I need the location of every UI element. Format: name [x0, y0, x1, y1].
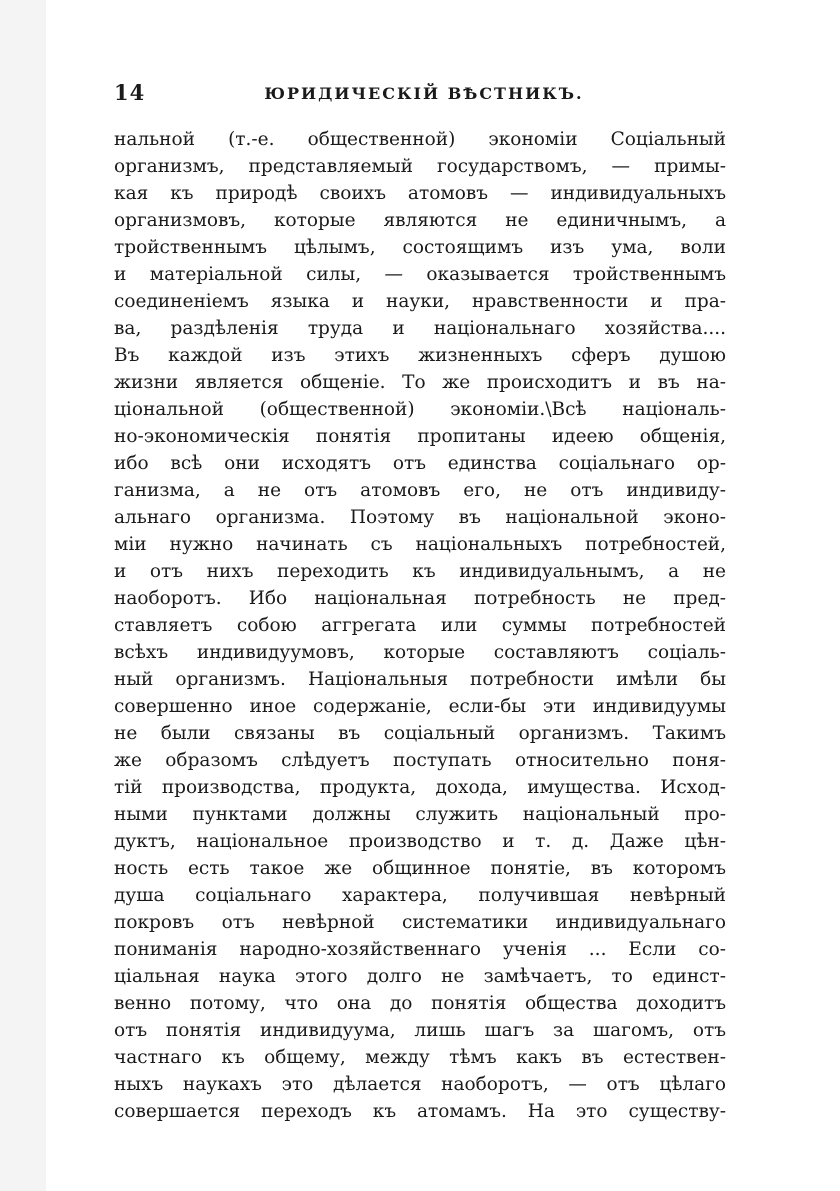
- text-line: ціальная наука этого долго не замѣчаетъ, то единст-: [114, 966, 726, 987]
- text-line: ціональной (общественной) экономіи.\Всѣ національ-: [114, 399, 726, 420]
- text-line: ганизма, а не отъ атомовъ его, не отъ индивиду-: [114, 480, 726, 501]
- text-line: покровъ отъ невѣрной систематики индивидуальнаго: [114, 912, 726, 933]
- text-line: дуктъ, національное производство и т. д. Даже цѣн-: [114, 831, 726, 852]
- text-line: и матеріальной силы, — оказывается тройственнымъ: [114, 264, 726, 285]
- text-line: организмовъ, которые являются не единичнымъ, а: [114, 210, 726, 231]
- text-line: организмъ, представляемый государствомъ, — примы-: [114, 156, 726, 177]
- text-line: пониманія народно-хозяйственнаго ученія ... Если со-: [114, 939, 726, 960]
- text-line: жизни является общеніе. То же происходитъ и въ на-: [114, 372, 726, 393]
- text-line: міи нужно начинать съ національныхъ потребностей,: [114, 534, 726, 555]
- text-line: Въ каждой изъ этихъ жизненныхъ сферъ душою: [114, 345, 726, 366]
- text-line: не были связаны въ соціальный организмъ. Такимъ: [114, 723, 726, 744]
- text-line: частнаго къ общему, между тѣмъ какъ въ естествен-: [114, 1047, 726, 1068]
- text-line: тройственнымъ цѣлымъ, состоящимъ изъ ума, воли: [114, 237, 726, 258]
- book-page: [46, 0, 840, 1191]
- text-line: ныхъ наукахъ это дѣлается наоборотъ, — отъ цѣлаго: [114, 1074, 726, 1095]
- page-header: [114, 80, 734, 110]
- text-line: совершенно иное содержаніе, если-бы эти индивидуумы: [114, 696, 726, 717]
- text-line: но-экономическія понятія пропитаны идеею общенія,: [114, 426, 726, 447]
- text-line: тій производства, продукта, дохода, имущества. Исход-: [114, 777, 726, 798]
- scan-margin: [0, 0, 46, 1191]
- text-line: совершается переходъ къ атомамъ. На это существу-: [114, 1101, 726, 1122]
- text-line: ибо всѣ они исходятъ отъ единства соціальнаго ор-: [114, 453, 726, 474]
- text-line: душа соціальнаго характера, получившая невѣрный: [114, 885, 726, 906]
- text-line: венно потому, что она до понятія общества доходитъ: [114, 993, 726, 1014]
- text-line: отъ понятія индивидуума, лишь шагъ за шагомъ, отъ: [114, 1020, 726, 1041]
- text-line: и отъ нихъ переходить къ индивидуальнымъ, а не: [114, 561, 726, 582]
- text-line: кая къ природѣ своихъ атомовъ — индивидуальныхъ: [114, 183, 726, 204]
- running-title: ЮРИДИЧЕСКІЙ ВѢСТНИКЪ.: [264, 84, 584, 103]
- text-line: ный организмъ. Національныя потребности имѣли бы: [114, 669, 726, 690]
- body-text: [114, 126, 726, 1125]
- text-line: ными пунктами должны служить національный про-: [114, 804, 726, 825]
- page-number: 14: [114, 80, 146, 105]
- text-line: ва, раздѣленія труда и національнаго хозяйства....: [114, 318, 726, 339]
- text-line: же образомъ слѣдуетъ поступать относительно поня-: [114, 750, 726, 771]
- text-line: соединеніемъ языка и науки, нравственности и пра-: [114, 291, 726, 312]
- text-line: всѣхъ индивидуумовъ, которые составляютъ соціаль-: [114, 642, 726, 663]
- text-line: наоборотъ. Ибо національная потребность не пред-: [114, 588, 726, 609]
- text-line: ность есть такое же общинное понятіе, въ которомъ: [114, 858, 726, 879]
- text-line: ставляетъ собою аггрегата или суммы потребностей: [114, 615, 726, 636]
- text-line: нальной (т.-е. общественной) экономіи Соціальный: [114, 129, 726, 150]
- text-line: альнаго организма. Поэтому въ національной эконо-: [114, 507, 726, 528]
